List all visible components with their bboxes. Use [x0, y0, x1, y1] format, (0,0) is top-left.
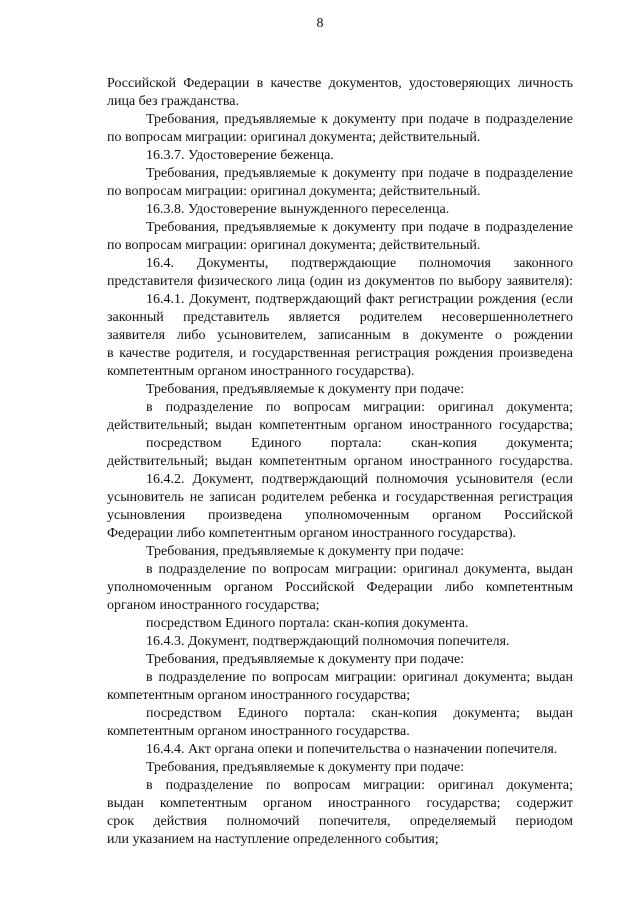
text-line: посредством Единого портала: скан-копия документа;	[146, 436, 573, 451]
text-line: Требования, предъявляемые к документу при подаче:	[146, 760, 465, 775]
text-line: в качестве родителя, и государственная регистрация рождения произведена	[107, 346, 573, 361]
text-line: посредством Единого портала: скан-копия документа; выдан	[146, 706, 573, 721]
page-number: 8	[316, 16, 324, 31]
text-line: действительный; выдан компетентным органом иностранного государства.	[107, 454, 573, 469]
text-line: Федерации либо компетентным органом иностранного государства).	[107, 526, 517, 541]
text-line: Требования, предъявляемые к документу при подаче в подразделение	[146, 166, 573, 181]
text-line: по вопросам миграции: оригинал документа; действительный.	[107, 238, 481, 253]
text-line: заявителя либо усыновителем, записанным в документе о рождении	[107, 328, 573, 343]
text-line: 16.4.4. Акт органа опеки и попечительства о назначении попечителя.	[146, 742, 558, 757]
text-line: по вопросам миграции: оригинал документа; действительный.	[107, 130, 481, 145]
text-line: выдан компетентным органом иностранного государства; содержит	[107, 796, 573, 811]
text-line: Требования, предъявляемые к документу при подаче:	[146, 544, 465, 559]
text-line: органом иностранного государства;	[107, 598, 320, 613]
text-line: посредством Единого портала: скан-копия документа.	[146, 616, 469, 631]
text-line: уполномоченным органом Российской Федерации либо компетентным	[107, 580, 573, 595]
text-line: Требования, предъявляемые к документу при подаче:	[146, 652, 465, 667]
text-line: 16.4.3. Документ, подтверждающий полномочия попечителя.	[146, 634, 510, 649]
text-line: в подразделение по вопросам миграции: оригинал документа; выдан	[146, 670, 573, 685]
text-line: 16.3.7. Удостоверение беженца.	[146, 148, 334, 163]
text-line: в подразделение по вопросам миграции: оригинал документа, выдан	[146, 562, 573, 577]
text-line: или указанием на наступление определенного события;	[107, 832, 439, 847]
text-line: Российской Федерации в качестве документов, удостоверяющих личность	[107, 76, 573, 91]
text-line: по вопросам миграции: оригинал документа; действительный.	[107, 184, 481, 199]
text-line: действительный; выдан компетентным органом иностранного государства;	[107, 418, 573, 433]
text-line: Требования, предъявляемые к документу при подаче:	[146, 382, 465, 397]
text-line: 16.4.1. Документ, подтверждающий факт регистрации рождения (если	[146, 292, 573, 307]
text-line: законный представитель является родителем несовершеннолетнего	[107, 310, 573, 325]
text-line: Требования, предъявляемые к документу при подаче в подразделение	[146, 220, 573, 235]
text-line: срок действия полномочий попечителя, определяемый периодом	[107, 814, 573, 829]
text-line: 16.4. Документы, подтверждающие полномочия законного	[146, 256, 573, 271]
text-line: компетентным органом иностранного государства;	[107, 688, 411, 703]
text-line: усыновления произведена уполномоченным органом Российской	[107, 508, 573, 523]
text-line: в подразделение по вопросам миграции: оригинал документа;	[146, 400, 573, 415]
text-line: компетентным органом иностранного государства.	[107, 724, 410, 739]
text-line: в подразделение по вопросам миграции: оригинал документа;	[146, 778, 573, 793]
text-line: усыновитель не записан родителем ребенка и государственная регистрация	[107, 490, 573, 505]
text-line: 16.4.2. Документ, подтверждающий полномочия усыновителя (если	[146, 472, 573, 487]
text-line: лица без гражданства.	[107, 94, 239, 109]
text-line: 16.3.8. Удостоверение вынужденного переселенца.	[146, 202, 450, 217]
text-line: Требования, предъявляемые к документу при подаче в подразделение	[146, 112, 573, 127]
text-line: компетентным органом иностранного государства).	[107, 364, 415, 379]
text-line: представителя физического лица (один из документов по выбору заявителя):	[107, 274, 573, 289]
